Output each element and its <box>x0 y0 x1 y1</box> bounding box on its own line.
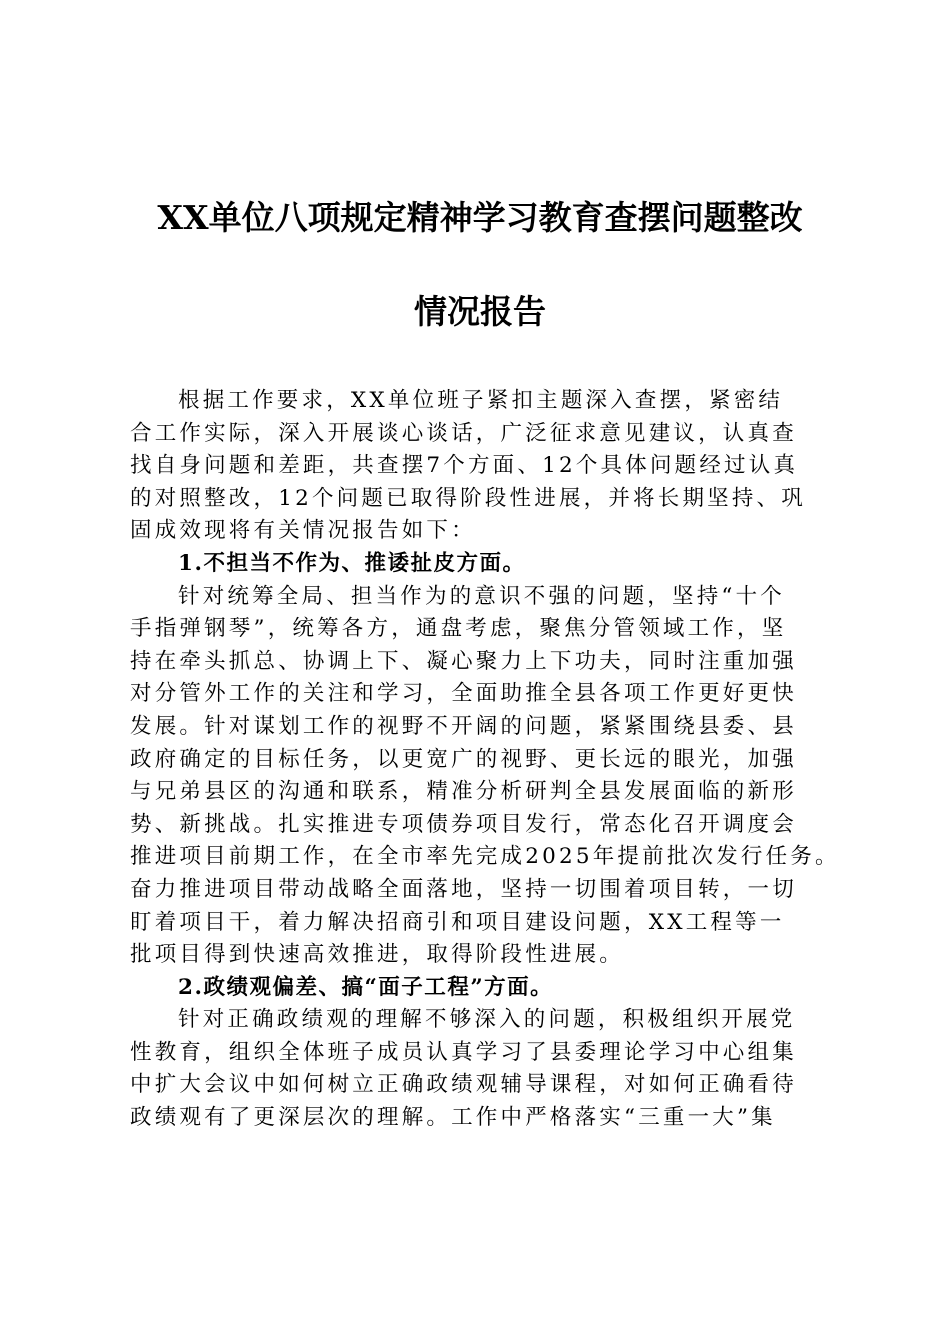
paragraph-line: 持在牵头抓总、协调上下、凝心聚力上下功夫，同时注重加强 <box>130 648 797 674</box>
paragraph-line: 针对正确政绩观的理解不够深入的问题，积极组织开展党 <box>178 1007 796 1033</box>
paragraph-line: 势、新挑战。扎实推进专项债券项目发行，常态化召开调度会 <box>130 811 797 837</box>
paragraph-line: 政绩观有了更深层次的理解。工作中严格落实“三重一大”集 <box>130 1105 776 1131</box>
paragraph-line: 盯着项目干，着力解决招商引和项目建设问题，XX工程等一 <box>130 909 785 935</box>
paragraph-line: 奋力推进项目带动战略全面落地，坚持一切围着项目转，一切 <box>130 876 797 902</box>
paragraph-line: 固成效现将有关情况报告如下： <box>130 518 476 544</box>
document-title-line-2: 情况报告 <box>414 292 546 331</box>
paragraph-line: 合工作实际，深入开展谈心谈话，广泛征求意见建议，认真查 <box>130 420 797 446</box>
paragraph-line: 对分管外工作的关注和学习，全面助推全县各项工作更好更快 <box>130 681 797 707</box>
paragraph-line: 推进项目前期工作，在全市率先完成2025年提前批次发行任务。 <box>130 844 840 870</box>
paragraph-line: 找自身问题和差距，共查摆7个方面、12个具体问题经过认真 <box>130 453 799 479</box>
document-body <box>130 385 850 1135</box>
paragraph-line: 发展。针对谋划工作的视野不开阔的问题，紧紧围绕县委、县 <box>130 713 797 739</box>
paragraph-line: 手指弹钢琴”，统筹各方，通盘考虑，聚焦分管领域工作，坚 <box>130 616 787 642</box>
paragraph-line: 批项目得到快速高效推进，取得阶段性进展。 <box>130 942 625 968</box>
paragraph-line: 政府确定的目标任务，以更宽广的视野、更长远的眼光，加强 <box>130 746 797 772</box>
paragraph-line: 中扩大会议中如何树立正确政绩观辅导课程，对如何正确看待 <box>130 1072 797 1098</box>
paragraph-line: 与兄弟县区的沟通和联系，精准分析研判全县发展面临的新形 <box>130 779 797 805</box>
paragraph-line: 根据工作要求，XX单位班子紧扣主题深入查摆，紧密结 <box>178 388 784 413</box>
document-title-line-1: XX单位八项规定精神学习教育查摆问题整改 <box>157 198 803 237</box>
paragraph-line: 的对照整改，12个问题已取得阶段性进展，并将长期坚持、巩 <box>130 485 806 511</box>
paragraph-line: 性教育，组织全体班子成员认真学习了县委理论学习中心组集 <box>130 1039 797 1065</box>
paragraph-line: 针对统筹全局、担当作为的意识不强的问题，坚持“十个 <box>178 583 785 609</box>
section-heading: 2.政绩观偏差、搞“面子工程”方面。 <box>178 974 554 1000</box>
section-heading: 1.不担当不作为、推诿扯皮方面。 <box>178 550 526 576</box>
